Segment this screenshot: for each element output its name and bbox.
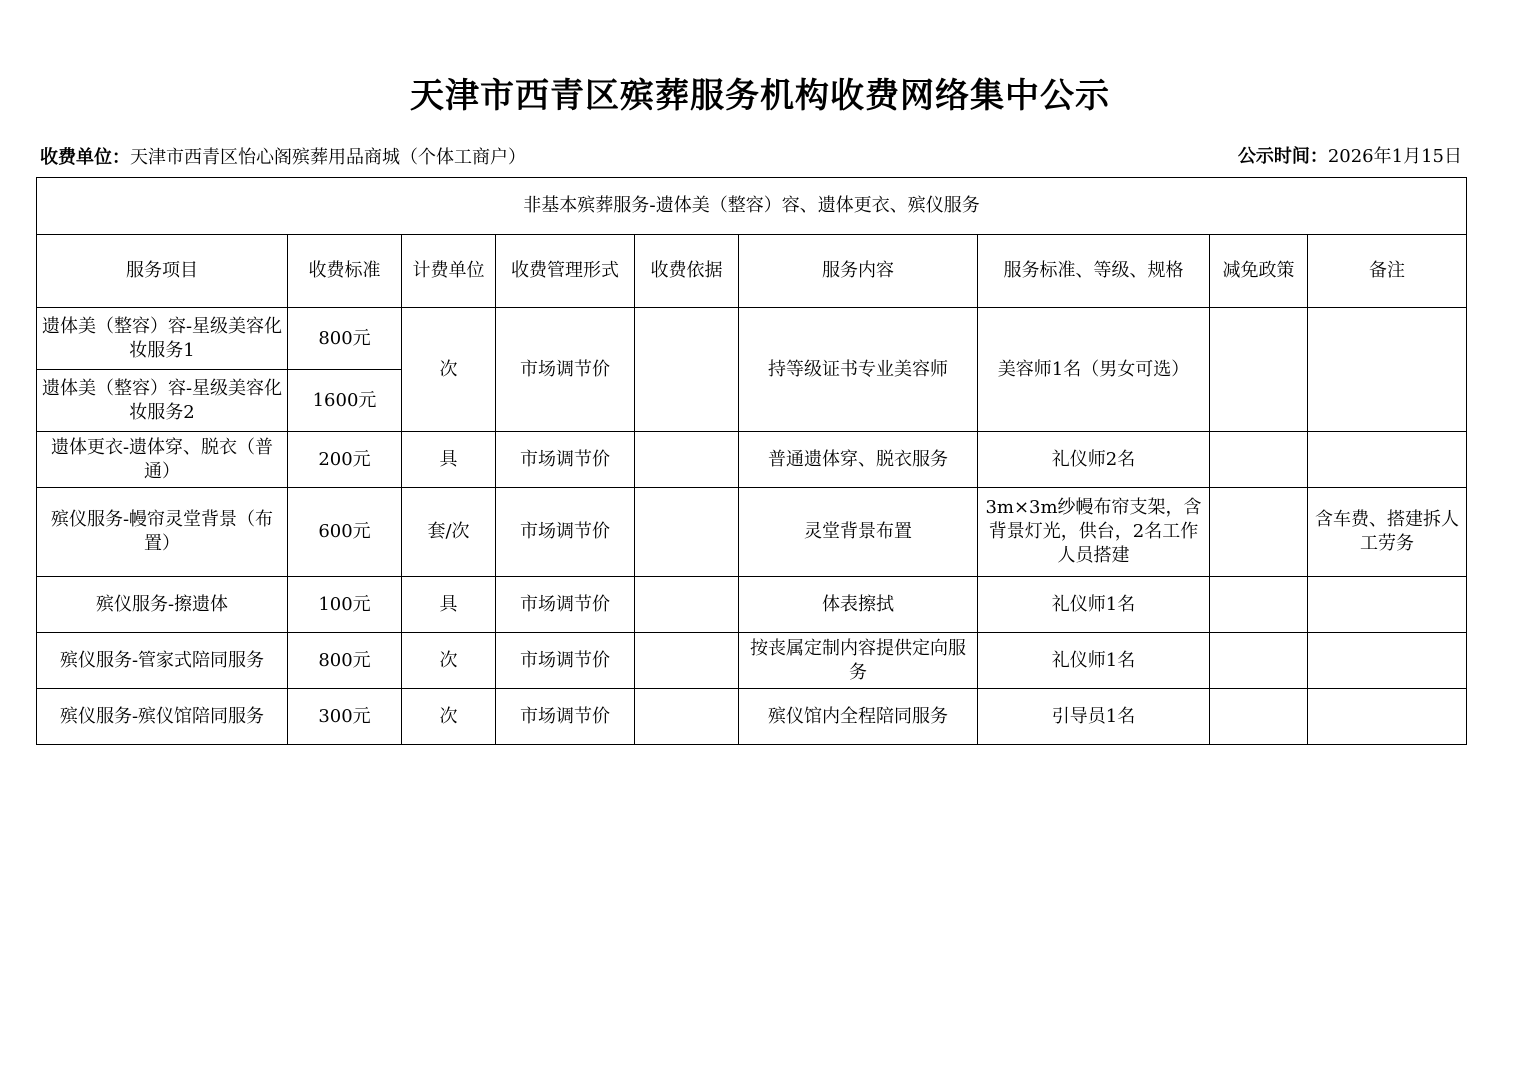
cell-note — [1308, 689, 1467, 745]
cell-policy — [1210, 633, 1308, 689]
cell-price: 300元 — [288, 689, 402, 745]
cell-standard: 美容师1名（男女可选） — [978, 308, 1210, 432]
cell-mgmt: 市场调节价 — [496, 432, 635, 488]
cell-unit: 套/次 — [402, 488, 496, 577]
col-header-mgmt: 收费管理形式 — [496, 235, 635, 308]
cell-content: 体表擦拭 — [739, 577, 978, 633]
fee-table — [36, 177, 1467, 745]
publish-date-label: 公示时间： — [1237, 146, 1328, 167]
cell-standard: 3m×3m纱幔布帘支架，含背景灯光，供台，2名工作人员搭建 — [978, 488, 1210, 577]
cell-item: 殡仪服务-擦遗体 — [37, 577, 288, 633]
cell-unit: 具 — [402, 577, 496, 633]
cell-policy — [1210, 488, 1308, 577]
cell-policy — [1210, 689, 1308, 745]
cell-mgmt: 市场调节价 — [496, 633, 635, 689]
cell-basis — [635, 577, 739, 633]
col-header-price: 收费标准 — [288, 235, 402, 308]
cell-policy — [1210, 577, 1308, 633]
cell-item: 遗体美（整容）容-星级美容化妆服务2 — [37, 370, 288, 432]
cell-content: 持等级证书专业美容师 — [739, 308, 978, 432]
cell-price: 1600元 — [288, 370, 402, 432]
cell-standard: 礼仪师2名 — [978, 432, 1210, 488]
page-title: 天津市西青区殡葬服务机构收费网络集中公示 — [410, 76, 1110, 116]
col-header-standard: 服务标准、等级、规格 — [978, 235, 1210, 308]
cell-item: 遗体更衣-遗体穿、脱衣（普通） — [37, 432, 288, 488]
cell-standard: 引导员1名 — [978, 689, 1210, 745]
section-title: 非基本殡葬服务-遗体美（整容）容、遗体更衣、殡仪服务 — [37, 178, 1467, 235]
cell-unit: 次 — [402, 689, 496, 745]
cell-price: 600元 — [288, 488, 402, 577]
cell-note: 含车费、搭建拆人工劳务 — [1308, 488, 1467, 577]
cell-price: 100元 — [288, 577, 402, 633]
header-row — [37, 235, 1467, 308]
cell-basis — [635, 488, 739, 577]
cell-policy — [1210, 308, 1308, 432]
fee-unit-label: 收费单位： — [40, 147, 130, 168]
col-header-note: 备注 — [1308, 235, 1467, 308]
table-row — [37, 488, 1467, 577]
cell-note — [1308, 308, 1467, 432]
cell-item: 殡仪服务-殡仪馆陪同服务 — [37, 689, 288, 745]
cell-note — [1308, 633, 1467, 689]
cell-basis — [635, 432, 739, 488]
cell-item: 遗体美（整容）容-星级美容化妆服务1 — [37, 308, 288, 370]
cell-mgmt: 市场调节价 — [496, 488, 635, 577]
cell-price: 200元 — [288, 432, 402, 488]
cell-price: 800元 — [288, 308, 402, 370]
col-header-content: 服务内容 — [739, 235, 978, 308]
cell-standard: 礼仪师1名 — [978, 633, 1210, 689]
table-row — [37, 689, 1467, 745]
cell-unit: 次 — [402, 308, 496, 432]
col-header-item: 服务项目 — [37, 235, 288, 308]
col-header-unit: 计费单位 — [402, 235, 496, 308]
cell-item: 殡仪服务-幔帘灵堂背景（布置） — [37, 488, 288, 577]
cell-content: 殡仪馆内全程陪同服务 — [739, 689, 978, 745]
fee-unit-value: 天津市西青区怡心阁殡葬用品商城（个体工商户） — [130, 147, 526, 168]
cell-unit: 次 — [402, 633, 496, 689]
col-header-basis: 收费依据 — [635, 235, 739, 308]
table-row — [37, 432, 1467, 488]
cell-standard: 礼仪师1名 — [978, 577, 1210, 633]
cell-note — [1308, 577, 1467, 633]
cell-content: 灵堂背景布置 — [739, 488, 978, 577]
table-row — [37, 633, 1467, 689]
table-row — [37, 308, 1467, 370]
fee-unit-line — [40, 143, 526, 169]
cell-content: 按丧属定制内容提供定向服务 — [739, 633, 978, 689]
col-header-policy: 减免政策 — [1210, 235, 1308, 308]
cell-note — [1308, 432, 1467, 488]
cell-unit: 具 — [402, 432, 496, 488]
cell-basis — [635, 633, 739, 689]
cell-mgmt: 市场调节价 — [496, 577, 635, 633]
cell-price: 800元 — [288, 633, 402, 689]
cell-mgmt: 市场调节价 — [496, 689, 635, 745]
publish-date-value: 2026年1月15日 — [1327, 146, 1462, 167]
cell-content: 普通遗体穿、脱衣服务 — [739, 432, 978, 488]
publish-date-line — [1238, 142, 1462, 168]
cell-basis — [635, 308, 739, 432]
cell-mgmt: 市场调节价 — [496, 308, 635, 432]
table-row — [37, 577, 1467, 633]
cell-basis — [635, 689, 739, 745]
cell-item: 殡仪服务-管家式陪同服务 — [37, 633, 288, 689]
cell-policy — [1210, 432, 1308, 488]
